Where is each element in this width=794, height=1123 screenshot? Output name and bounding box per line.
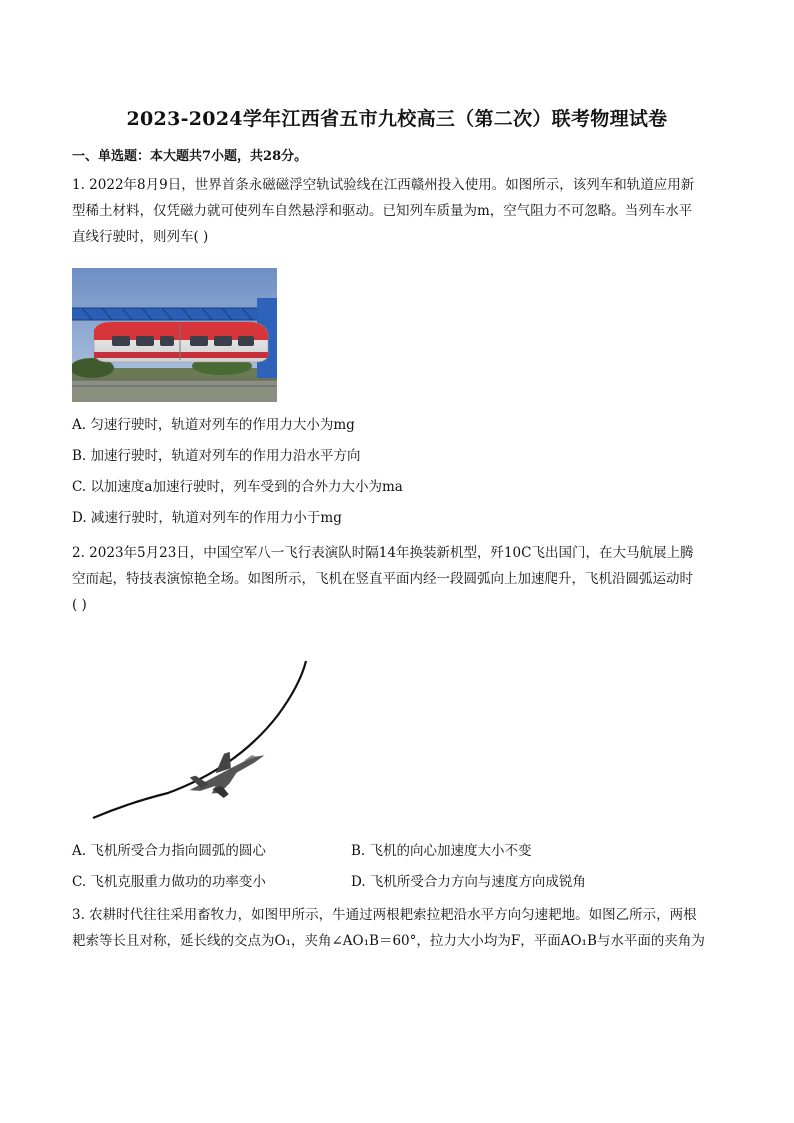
question-1-stem [72,172,722,250]
question-line: 耙索等长且对称，延长线的交点为O₁，夹角∠AO₁B＝60°，拉力大小均为F，平面AO₁B与水平面的夹角为 [72,933,705,949]
question-3-stem [72,902,722,954]
jet-arc-diagram [88,655,318,825]
q1-option-a: A. 匀速行驶时，轨道对列车的作用力大小为mg [72,417,355,433]
question-line: 空而起，特技表演惊艳全场。如图所示，飞机在竖直平面内经一段圆弧向上加速爬升，飞机沿圆弧运动时 [72,571,693,587]
q1-option-c: C. 以加速度a加速行驶时，列车受到的合外力大小为ma [72,479,403,495]
maglev-train-photo [72,268,277,402]
q2-option-c: C. 飞机克服重力做功的功率变小 [72,874,266,890]
question-line: ( ) [72,597,87,613]
question-line: 2. 2023年5月23日，中国空军八一飞行表演队时隔14年换装新机型，歼10C飞出国门，在大马航展上腾 [72,545,694,561]
question-line: 型稀土材料，仅凭磁力就可使列车自然悬浮和驱动。已知列车质量为m，空气阻力不可忽略。当列车水平 [72,203,693,219]
q2-option-b: B. 飞机的向心加速度大小不变 [351,843,532,859]
q1-option-d: D. 减速行驶时，轨道对列车的作用力小于mg [72,510,342,526]
question-line: 3. 农耕时代往往采用畜牧力，如图甲所示，牛通过两根耙索拉耙沿水平方向匀速耙地。如图乙所示，两根 [72,907,697,923]
q1-option-b: B. 加速行驶时，轨道对列车的作用力沿水平方向 [72,448,361,464]
question-line: 直线行驶时，则列车( ) [72,229,209,245]
question-line: 1. 2022年8月9日，世界首条永磁磁浮空轨试验线在江西赣州投入使用。如图所示，该列车和轨道应用新 [72,177,695,193]
section-heading: 一、单选题：本大题共7小题，共28分。 [72,149,308,164]
page-title: 2023-2024学年江西省五市九校高三（第二次）联考物理试卷 [126,108,668,130]
q2-option-a: A. 飞机所受合力指向圆弧的圆心 [72,843,266,859]
q2-option-d: D. 飞机所受合力方向与速度方向成锐角 [351,874,586,890]
question-2-stem [72,540,722,618]
